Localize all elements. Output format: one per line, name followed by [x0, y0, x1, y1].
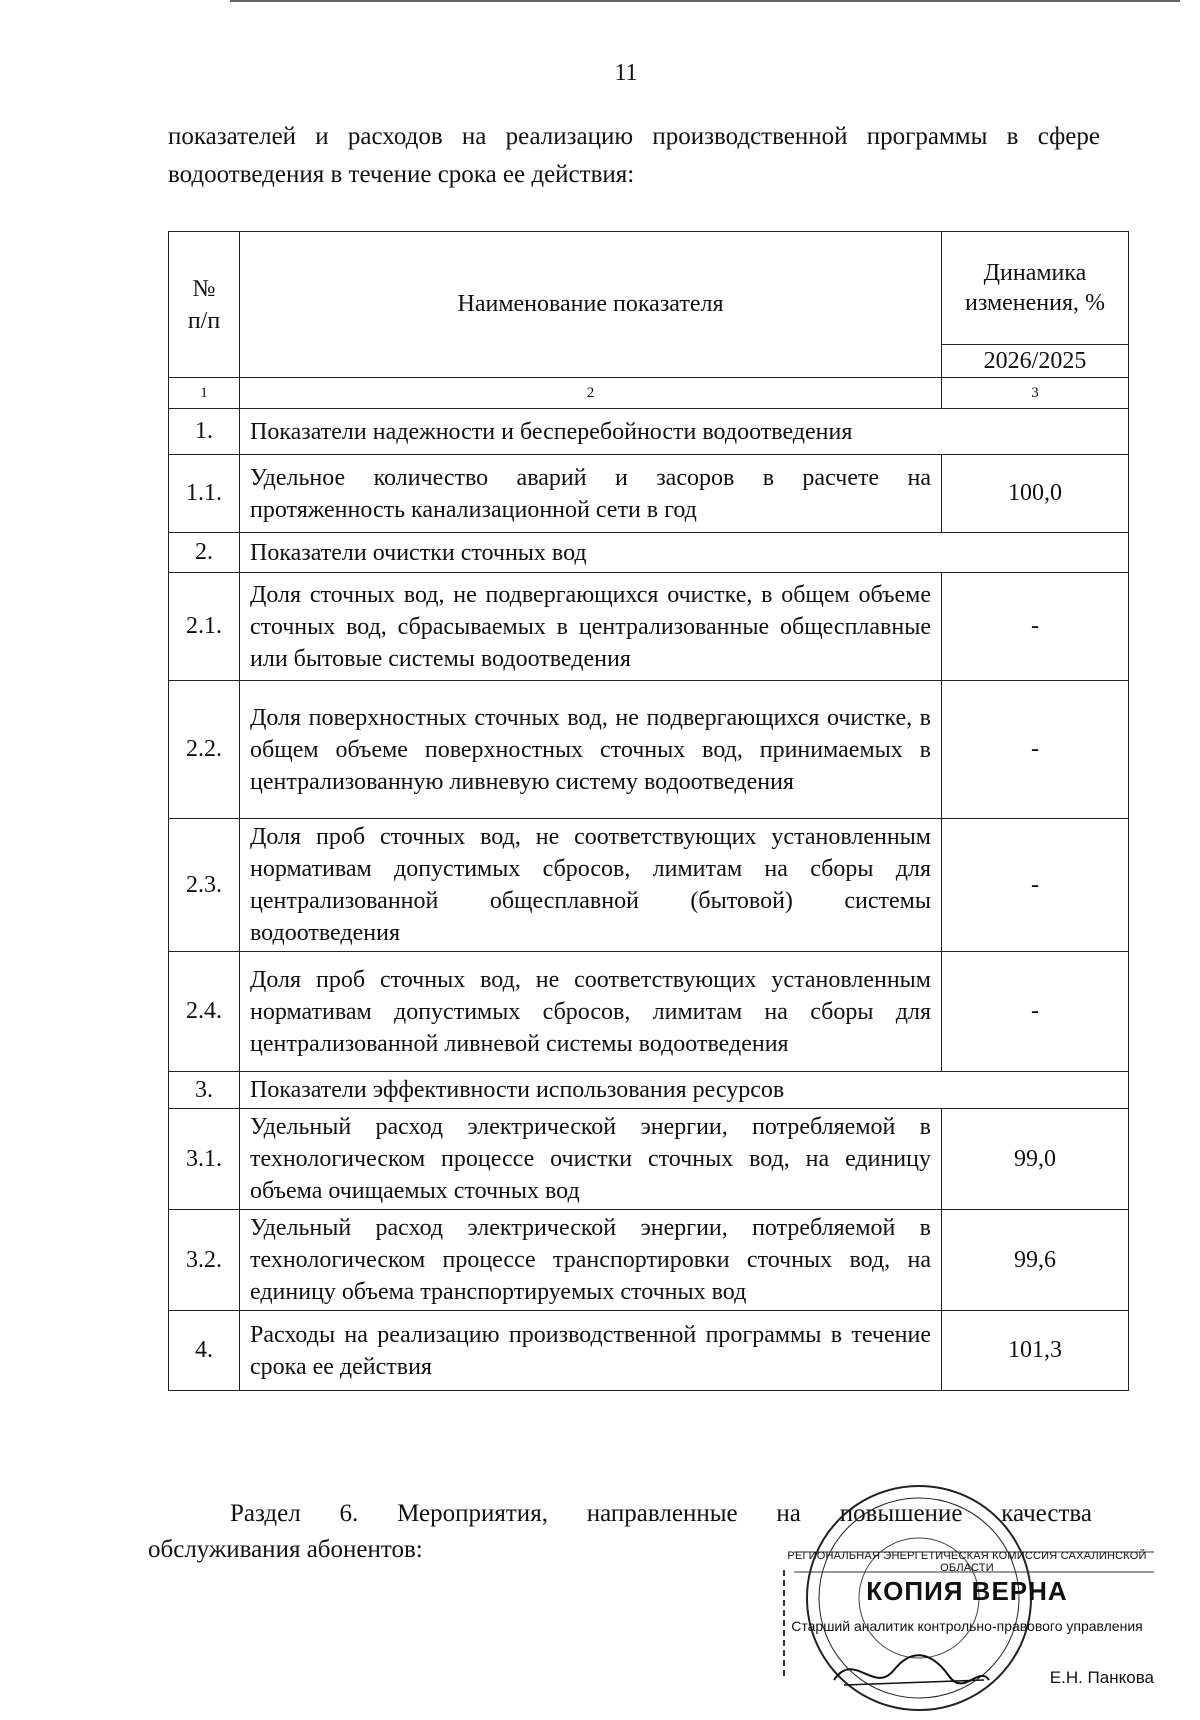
- intro-paragraph: показателей и расходов на реализацию производственной программы в сфере водоотведения в течение срока ее действия:: [168, 123, 1100, 188]
- indicator-value: 99,0: [942, 1109, 1129, 1210]
- row-number: 3.: [169, 1072, 240, 1109]
- row-number: 1.1.: [169, 455, 240, 533]
- indicator-name: Показатели эффективности использования ресурсов: [240, 1072, 1129, 1109]
- table-row: [169, 1109, 1129, 1210]
- row-number: 2.2.: [169, 681, 240, 819]
- indicator-name: Доля сточных вод, не подвергающихся очистке, в общем объеме сточных вод, сбрасываемых в централизованные общесплавные или бытовые системы водоотведения: [240, 573, 942, 681]
- indicator-name: Удельное количество аварий и засоров в расчете на протяженность канализационной сети в год: [240, 455, 942, 533]
- indicator-value: 99,6: [942, 1210, 1129, 1311]
- table-row: [169, 573, 1129, 681]
- table-row: [169, 455, 1129, 533]
- stamp-position: Старший аналитик контрольно-правового управления: [791, 1618, 1143, 1634]
- column-index: 3: [942, 378, 1129, 409]
- row-number: 2.: [169, 533, 240, 573]
- indicator-name: Доля проб сточных вод, не соответствующих установленным нормативам допустимых сбросов, лимитам на сборы для централизованной общесплавной (бытовой) системы водоотведения: [240, 819, 942, 952]
- section-6-line1: Раздел 6. Мероприятия, направленные на повышение качества: [230, 1500, 1092, 1527]
- indicator-name: Доля поверхностных сточных вод, не подвергающихся очистке, в общем объеме поверхностных сточных вод, принимаемых в централизованную ливневую систему водоотведения: [240, 681, 942, 819]
- row-number: 2.3.: [169, 819, 240, 952]
- indicator-name: Удельный расход электрической энергии, потребляемой в технологическом процессе очистки сточных вод, на единицу объема очищаемых сточных вод: [240, 1109, 942, 1210]
- table-row: [169, 1311, 1129, 1391]
- header-period: 2026/2025: [942, 345, 1129, 378]
- header-number: [169, 232, 240, 378]
- indicator-value: -: [942, 952, 1129, 1072]
- header-number-part: п/п: [187, 307, 221, 334]
- indicator-name: Удельный расход электрической энергии, потребляемой в технологическом процессе транспортировки сточных вод, на единицу объема транспортируемых сточных вод: [240, 1210, 942, 1311]
- page-number: 11: [614, 60, 638, 86]
- indicator-value: 101,3: [942, 1311, 1129, 1391]
- indicator-value: -: [942, 819, 1129, 952]
- stamp-signatory-name: Е.Н. Панкова: [1049, 1668, 1154, 1687]
- table-row: [169, 819, 1129, 952]
- table-row: [169, 952, 1129, 1072]
- indicator-name: Доля проб сточных вод, не соответствующих установленным нормативам допустимых сбросов, лимитам на сборы для централизованной ливневой системы водоотведения: [240, 952, 942, 1072]
- stamp-organization: РЕГИОНАЛЬНАЯ ЭНЕРГЕТИЧЕСКАЯ КОМИССИЯ САХАЛИНСКОЙ ОБЛАСТИ: [787, 1550, 1147, 1574]
- indicator-value: 100,0: [942, 455, 1129, 533]
- certification-stamp: [774, 1480, 1160, 1716]
- section-6-line2: обслуживания абонентов:: [148, 1536, 423, 1563]
- column-index: 2: [240, 378, 942, 409]
- row-number: 1.: [169, 409, 240, 455]
- indicator-value: -: [942, 573, 1129, 681]
- section-row: [169, 1072, 1129, 1109]
- table-row: [169, 681, 1129, 819]
- row-number: 3.1.: [169, 1109, 240, 1210]
- header-dynamics: Динамика изменения, %: [942, 232, 1129, 345]
- section-row: [169, 409, 1129, 455]
- indicator-name: Показатели очистки сточных вод: [240, 533, 1129, 573]
- column-index-row: [169, 378, 1129, 409]
- row-number: 2.4.: [169, 952, 240, 1072]
- header-number-part: №: [192, 275, 216, 302]
- indicator-value: -: [942, 681, 1129, 819]
- row-number: 4.: [169, 1311, 240, 1391]
- row-number: 3.2.: [169, 1210, 240, 1311]
- table-row: [169, 1210, 1129, 1311]
- stamp-title: КОПИЯ ВЕРНА: [866, 1576, 1068, 1606]
- top-border-line: [230, 0, 1180, 2]
- column-index: 1: [169, 378, 240, 409]
- indicators-table: [168, 231, 1129, 1391]
- indicator-name: Расходы на реализацию производственной программы в течение срока ее действия: [240, 1311, 942, 1391]
- header-name: Наименование показателя: [240, 232, 942, 378]
- row-number: 2.1.: [169, 573, 240, 681]
- section-row: [169, 533, 1129, 573]
- indicator-name: Показатели надежности и бесперебойности водоотведения: [240, 409, 1129, 455]
